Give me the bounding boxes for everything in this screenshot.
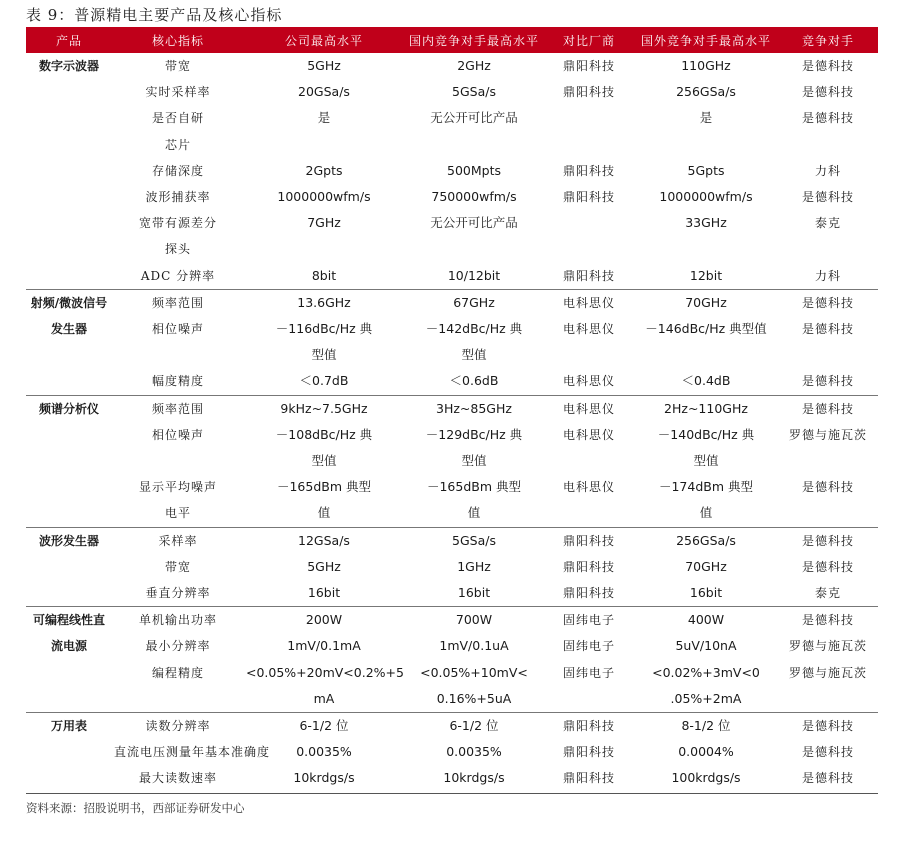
metric-cell bbox=[112, 342, 244, 368]
foreign-vendor-cell bbox=[778, 686, 878, 713]
domestic-value-cell: 5GSa/s bbox=[404, 527, 544, 554]
foreign-vendor-cell bbox=[778, 448, 878, 474]
table-row bbox=[26, 53, 878, 79]
table-title: 表 9：普源精电主要产品及核心指标 bbox=[26, 6, 283, 24]
product-cell: 频谱分析仪 bbox=[26, 395, 112, 422]
product-cell: 流电源 bbox=[50, 639, 87, 654]
metric-cell: 频率范围 bbox=[112, 289, 244, 316]
foreign-value-cell: ＜0.4dB bbox=[681, 373, 731, 389]
domestic-vendor-cell: 电科思仪 bbox=[562, 374, 615, 389]
foreign-vendor-cell bbox=[778, 342, 878, 368]
product-cell bbox=[26, 342, 112, 368]
header-product: 产品 bbox=[26, 27, 112, 53]
product-cell bbox=[26, 210, 112, 236]
metric-cell: 垂直分辨率 bbox=[145, 586, 211, 601]
table-row bbox=[26, 713, 878, 740]
product-cell bbox=[26, 422, 112, 448]
domestic-vendor-cell bbox=[544, 500, 634, 527]
domestic-value-cell: 3Hz~85GHz bbox=[404, 395, 544, 422]
metric-cell: 电平 bbox=[164, 506, 191, 521]
company-value-cell: 9kHz~7.5GHz bbox=[244, 395, 404, 422]
metric-cell: 存储深度 bbox=[151, 163, 204, 178]
product-cell bbox=[26, 660, 112, 686]
foreign-value-cell bbox=[634, 342, 778, 368]
header-domestic-best: 国内竞争对手最高水平 bbox=[404, 27, 544, 53]
metric-cell: 带宽 bbox=[164, 559, 191, 574]
product-cell bbox=[26, 158, 112, 184]
foreign-vendor-cell: 是德科技 bbox=[801, 374, 854, 389]
foreign-vendor-cell: 力科 bbox=[814, 163, 841, 178]
product-cell: 万用表 bbox=[26, 713, 112, 740]
domestic-value-cell: 1GHz bbox=[457, 558, 491, 574]
metric-cell: 显示平均噪声 bbox=[138, 480, 217, 495]
metric-cell: 幅度精度 bbox=[151, 374, 204, 389]
foreign-vendor-cell: 是德科技 bbox=[778, 713, 878, 740]
foreign-value-cell: 2Hz~110GHz bbox=[634, 395, 778, 422]
company-value-cell: －116dBc/Hz 典 bbox=[275, 321, 373, 337]
product-cell bbox=[26, 580, 112, 607]
table-row bbox=[26, 342, 878, 368]
table-body bbox=[26, 53, 878, 792]
company-value-cell: 2Gpts bbox=[305, 162, 343, 178]
product-cell bbox=[26, 236, 112, 262]
domestic-value-cell: 10/12bit bbox=[447, 267, 501, 283]
table-row bbox=[26, 580, 878, 607]
foreign-vendor-cell: 泰克 bbox=[814, 216, 841, 231]
product-cell bbox=[26, 765, 112, 791]
company-value-cell: 16bit bbox=[307, 585, 341, 601]
table-row bbox=[26, 184, 878, 210]
product-cell: 射频/微波信号 bbox=[26, 289, 112, 316]
domestic-vendor-cell bbox=[544, 342, 634, 368]
domestic-value-cell: <0.05%+10mV< bbox=[420, 664, 528, 680]
metric-cell: 采样率 bbox=[112, 527, 244, 554]
product-cell bbox=[26, 368, 112, 395]
table-row bbox=[26, 527, 878, 554]
metric-cell: 最大读数速率 bbox=[138, 771, 217, 786]
product-cell bbox=[26, 263, 112, 290]
header-foreign-best: 国外竞争对手最高水平 bbox=[634, 27, 778, 53]
table-row bbox=[26, 765, 878, 791]
foreign-vendor-cell: 罗德与施瓦茨 bbox=[788, 665, 867, 680]
table-row bbox=[26, 395, 878, 422]
domestic-vendor-cell: 电科思仪 bbox=[544, 289, 634, 316]
metric-cell: 带宽 bbox=[164, 59, 191, 73]
foreign-vendor-cell: 是德科技 bbox=[801, 190, 854, 205]
domestic-value-cell: 5GSa/s bbox=[452, 84, 496, 100]
product-cell bbox=[26, 105, 112, 131]
foreign-vendor-cell: 是德科技 bbox=[778, 289, 878, 316]
company-value-cell: 5GHz bbox=[307, 58, 341, 73]
company-value-cell: 20GSa/s bbox=[298, 84, 350, 100]
domestic-value-cell: －165dBm 典型 bbox=[426, 479, 522, 495]
foreign-vendor-cell: 是德科技 bbox=[801, 322, 854, 337]
domestic-vendor-cell: 固纬电子 bbox=[562, 665, 615, 680]
domestic-vendor-cell: 鼎阳科技 bbox=[562, 771, 615, 786]
metric-cell: 直流电压测量年基本准确度 bbox=[114, 745, 271, 760]
domestic-value-cell: 型值 bbox=[461, 347, 487, 363]
foreign-value-cell: －174dBm 典型 bbox=[658, 479, 754, 495]
product-spec-table bbox=[26, 27, 878, 792]
company-value-cell: 6-1/2 位 bbox=[244, 713, 404, 740]
domestic-value-cell: 无公开可比产品 bbox=[430, 110, 518, 126]
domestic-vendor-cell bbox=[544, 210, 634, 236]
company-value-cell bbox=[244, 236, 404, 262]
domestic-value-cell: 750000wfm/s bbox=[431, 189, 517, 205]
company-value-cell: 型值 bbox=[311, 347, 337, 363]
company-value-cell: 1mV/0.1mA bbox=[287, 638, 361, 654]
domestic-vendor-cell: 固纬电子 bbox=[544, 607, 634, 634]
foreign-vendor-cell: 泰克 bbox=[814, 586, 841, 601]
table-row bbox=[26, 633, 878, 659]
table-row bbox=[26, 316, 878, 342]
foreign-value-cell: 12bit bbox=[689, 267, 723, 283]
table-row bbox=[26, 660, 878, 686]
header-domestic-vendor: 对比厂商 bbox=[544, 27, 634, 53]
foreign-value-cell: 型值 bbox=[693, 453, 719, 469]
source-note: 资料来源：招股说明书，西部证券研发中心 bbox=[26, 801, 245, 815]
foreign-vendor-cell: 是德科技 bbox=[801, 85, 854, 100]
header-metric: 核心指标 bbox=[112, 27, 244, 53]
domestic-vendor-cell: 鼎阳科技 bbox=[562, 559, 615, 574]
metric-cell: 最小分辨率 bbox=[145, 639, 211, 654]
product-cell: 发生器 bbox=[50, 322, 87, 337]
company-value-cell: 值 bbox=[317, 505, 331, 521]
metric-cell: 相位噪声 bbox=[151, 427, 204, 442]
foreign-vendor-cell: 是德科技 bbox=[778, 607, 878, 634]
metric-cell: 相位噪声 bbox=[151, 322, 204, 337]
company-value-cell: 是 bbox=[317, 110, 331, 126]
product-cell bbox=[26, 474, 112, 500]
foreign-value-cell: －146dBc/Hz 典型值 bbox=[645, 321, 767, 337]
foreign-vendor-cell: 罗德与施瓦茨 bbox=[788, 639, 867, 654]
domestic-vendor-cell bbox=[544, 132, 634, 158]
foreign-value-cell: 70GHz bbox=[685, 558, 727, 574]
foreign-value-cell: 100krdgs/s bbox=[671, 770, 741, 786]
domestic-value-cell: ＜0.6dB bbox=[449, 373, 499, 389]
foreign-value-cell bbox=[634, 132, 778, 158]
company-value-cell: 0.0035% bbox=[296, 744, 352, 760]
foreign-value-cell: 33GHz bbox=[685, 215, 727, 231]
metric-cell bbox=[112, 448, 244, 474]
domestic-value-cell bbox=[404, 236, 544, 262]
table-row bbox=[26, 500, 878, 527]
footer-divider bbox=[26, 793, 878, 794]
table-row bbox=[26, 554, 878, 580]
foreign-value-cell: 256GSa/s bbox=[676, 84, 736, 100]
domestic-vendor-cell: 鼎阳科技 bbox=[562, 586, 615, 601]
metric-cell: 单机输出功率 bbox=[112, 607, 244, 634]
table-row bbox=[26, 158, 878, 184]
domestic-vendor-cell: 电科思仪 bbox=[562, 322, 615, 337]
company-value-cell: 10krdgs/s bbox=[293, 770, 355, 786]
product-cell bbox=[26, 686, 112, 713]
product-cell bbox=[26, 132, 112, 158]
product-cell bbox=[26, 739, 112, 765]
metric-cell: 是否自研 bbox=[151, 111, 204, 126]
foreign-value-cell: 5uV/10nA bbox=[675, 638, 737, 654]
table-row bbox=[26, 105, 878, 131]
foreign-vendor-cell: 是德科技 bbox=[801, 480, 854, 495]
foreign-vendor-cell bbox=[778, 500, 878, 527]
product-cell: 波形发生器 bbox=[26, 527, 112, 554]
domestic-value-cell bbox=[404, 132, 544, 158]
table-row bbox=[26, 236, 878, 262]
product-cell: 数字示波器 bbox=[38, 59, 99, 73]
foreign-value-cell: 8-1/2 位 bbox=[634, 713, 778, 740]
product-cell bbox=[26, 500, 112, 527]
domestic-value-cell: 16bit bbox=[457, 585, 491, 601]
metric-cell: 芯片 bbox=[164, 137, 191, 152]
domestic-value-cell: 6-1/2 位 bbox=[404, 713, 544, 740]
domestic-vendor-cell: 鼎阳科技 bbox=[562, 85, 615, 100]
domestic-value-cell: 500Mpts bbox=[447, 162, 501, 178]
table-row bbox=[26, 448, 878, 474]
metric-cell: 频率范围 bbox=[112, 395, 244, 422]
metric-cell: 宽带有源差分 bbox=[138, 216, 217, 231]
company-value-cell: －165dBm 典型 bbox=[276, 479, 372, 495]
foreign-value-cell: 5Gpts bbox=[687, 162, 725, 178]
company-value-cell: 5GHz bbox=[307, 558, 341, 574]
metric-cell: ADC 分辨率 bbox=[140, 268, 216, 283]
metric-cell: 波形捕获率 bbox=[145, 190, 211, 205]
foreign-value-cell: <0.02%+3mV<0 bbox=[652, 664, 760, 680]
foreign-vendor-cell: 是德科技 bbox=[801, 559, 854, 574]
domestic-value-cell: 2GHz bbox=[457, 58, 491, 73]
domestic-value-cell: －142dBc/Hz 典 bbox=[425, 321, 523, 337]
company-value-cell: 200W bbox=[244, 607, 404, 634]
domestic-value-cell: －129dBc/Hz 典 bbox=[425, 426, 523, 442]
table-row bbox=[26, 210, 878, 236]
company-value-cell: ＜0.7dB bbox=[299, 373, 349, 389]
foreign-value-cell bbox=[634, 236, 778, 262]
foreign-value-cell: 16bit bbox=[689, 585, 723, 601]
foreign-value-cell: .05%+2mA bbox=[670, 690, 742, 706]
product-cell bbox=[26, 448, 112, 474]
foreign-value-cell: 110GHz bbox=[681, 58, 731, 73]
domestic-vendor-cell bbox=[544, 686, 634, 713]
foreign-value-cell: 1000000wfm/s bbox=[659, 189, 753, 205]
table-row bbox=[26, 607, 878, 634]
metric-cell: 编程精度 bbox=[151, 665, 204, 680]
foreign-vendor-cell: 是德科技 bbox=[778, 395, 878, 422]
company-value-cell: 13.6GHz bbox=[244, 289, 404, 316]
foreign-value-cell: 400W bbox=[634, 607, 778, 634]
table-row bbox=[26, 739, 878, 765]
company-value-cell: 1000000wfm/s bbox=[277, 189, 371, 205]
company-value-cell: 12GSa/s bbox=[244, 527, 404, 554]
company-value-cell: 8bit bbox=[311, 267, 337, 283]
table-header-row bbox=[26, 27, 878, 53]
foreign-value-cell: 值 bbox=[699, 505, 713, 521]
foreign-value-cell: －140dBc/Hz 典 bbox=[657, 426, 755, 442]
header-foreign-vendor: 竞争对手 bbox=[778, 27, 878, 53]
product-cell bbox=[26, 79, 112, 105]
domestic-vendor-cell: 电科思仪 bbox=[562, 427, 615, 442]
company-value-cell: mA bbox=[313, 690, 335, 706]
header-company-best: 公司最高水平 bbox=[244, 27, 404, 53]
table-row bbox=[26, 422, 878, 448]
domestic-value-cell: 值 bbox=[467, 505, 481, 521]
domestic-value-cell: 型值 bbox=[461, 453, 487, 469]
table-row bbox=[26, 289, 878, 316]
domestic-vendor-cell: 固纬电子 bbox=[562, 639, 615, 654]
foreign-vendor-cell: 是德科技 bbox=[778, 527, 878, 554]
foreign-vendor-cell: 是德科技 bbox=[801, 59, 854, 73]
table-row bbox=[26, 368, 878, 395]
domestic-value-cell: 1mV/0.1uA bbox=[439, 638, 509, 654]
metric-cell: 实时采样率 bbox=[145, 85, 211, 100]
company-value-cell bbox=[244, 132, 404, 158]
foreign-value-cell: 0.0004% bbox=[678, 744, 734, 760]
product-cell bbox=[26, 184, 112, 210]
metric-cell: 探头 bbox=[164, 242, 191, 257]
domestic-vendor-cell: 鼎阳科技 bbox=[562, 59, 615, 73]
company-value-cell: <0.05%+20mV<0.2%+5 bbox=[246, 664, 404, 680]
domestic-value-cell: 0.16%+5uA bbox=[436, 690, 512, 706]
domestic-vendor-cell: 鼎阳科技 bbox=[562, 745, 615, 760]
domestic-value-cell: 无公开可比产品 bbox=[430, 215, 518, 231]
domestic-vendor-cell bbox=[544, 105, 634, 131]
table-row bbox=[26, 79, 878, 105]
domestic-value-cell: 700W bbox=[404, 607, 544, 634]
company-value-cell: 7GHz bbox=[307, 215, 341, 231]
domestic-vendor-cell: 电科思仪 bbox=[562, 480, 615, 495]
table-row bbox=[26, 686, 878, 713]
domestic-vendor-cell: 鼎阳科技 bbox=[544, 527, 634, 554]
product-cell bbox=[26, 554, 112, 580]
foreign-value-cell: 256GSa/s bbox=[634, 527, 778, 554]
domestic-vendor-cell: 鼎阳科技 bbox=[562, 190, 615, 205]
foreign-vendor-cell bbox=[778, 132, 878, 158]
foreign-value-cell: 是 bbox=[699, 110, 713, 126]
company-value-cell: －108dBc/Hz 典 bbox=[275, 426, 373, 442]
metric-cell: 读数分辨率 bbox=[112, 713, 244, 740]
table-row bbox=[26, 474, 878, 500]
foreign-vendor-cell bbox=[778, 236, 878, 262]
company-value-cell: 型值 bbox=[311, 453, 337, 469]
domestic-vendor-cell: 鼎阳科技 bbox=[562, 163, 615, 178]
metric-cell bbox=[112, 686, 244, 713]
foreign-vendor-cell: 是德科技 bbox=[801, 771, 854, 786]
foreign-value-cell: 70GHz bbox=[634, 289, 778, 316]
foreign-vendor-cell: 是德科技 bbox=[801, 111, 854, 126]
domestic-value-cell: 10krdgs/s bbox=[443, 770, 505, 786]
domestic-vendor-cell bbox=[544, 236, 634, 262]
domestic-vendor-cell bbox=[544, 448, 634, 474]
domestic-value-cell: 67GHz bbox=[404, 289, 544, 316]
domestic-vendor-cell: 电科思仪 bbox=[544, 395, 634, 422]
table-row bbox=[26, 132, 878, 158]
domestic-vendor-cell: 鼎阳科技 bbox=[562, 268, 615, 283]
domestic-value-cell: 0.0035% bbox=[446, 744, 502, 760]
foreign-vendor-cell: 罗德与施瓦茨 bbox=[788, 427, 867, 442]
product-cell: 可编程线性直 bbox=[26, 607, 112, 634]
domestic-vendor-cell: 鼎阳科技 bbox=[544, 713, 634, 740]
table-row bbox=[26, 263, 878, 290]
foreign-vendor-cell: 是德科技 bbox=[801, 745, 854, 760]
foreign-vendor-cell: 力科 bbox=[814, 268, 841, 283]
